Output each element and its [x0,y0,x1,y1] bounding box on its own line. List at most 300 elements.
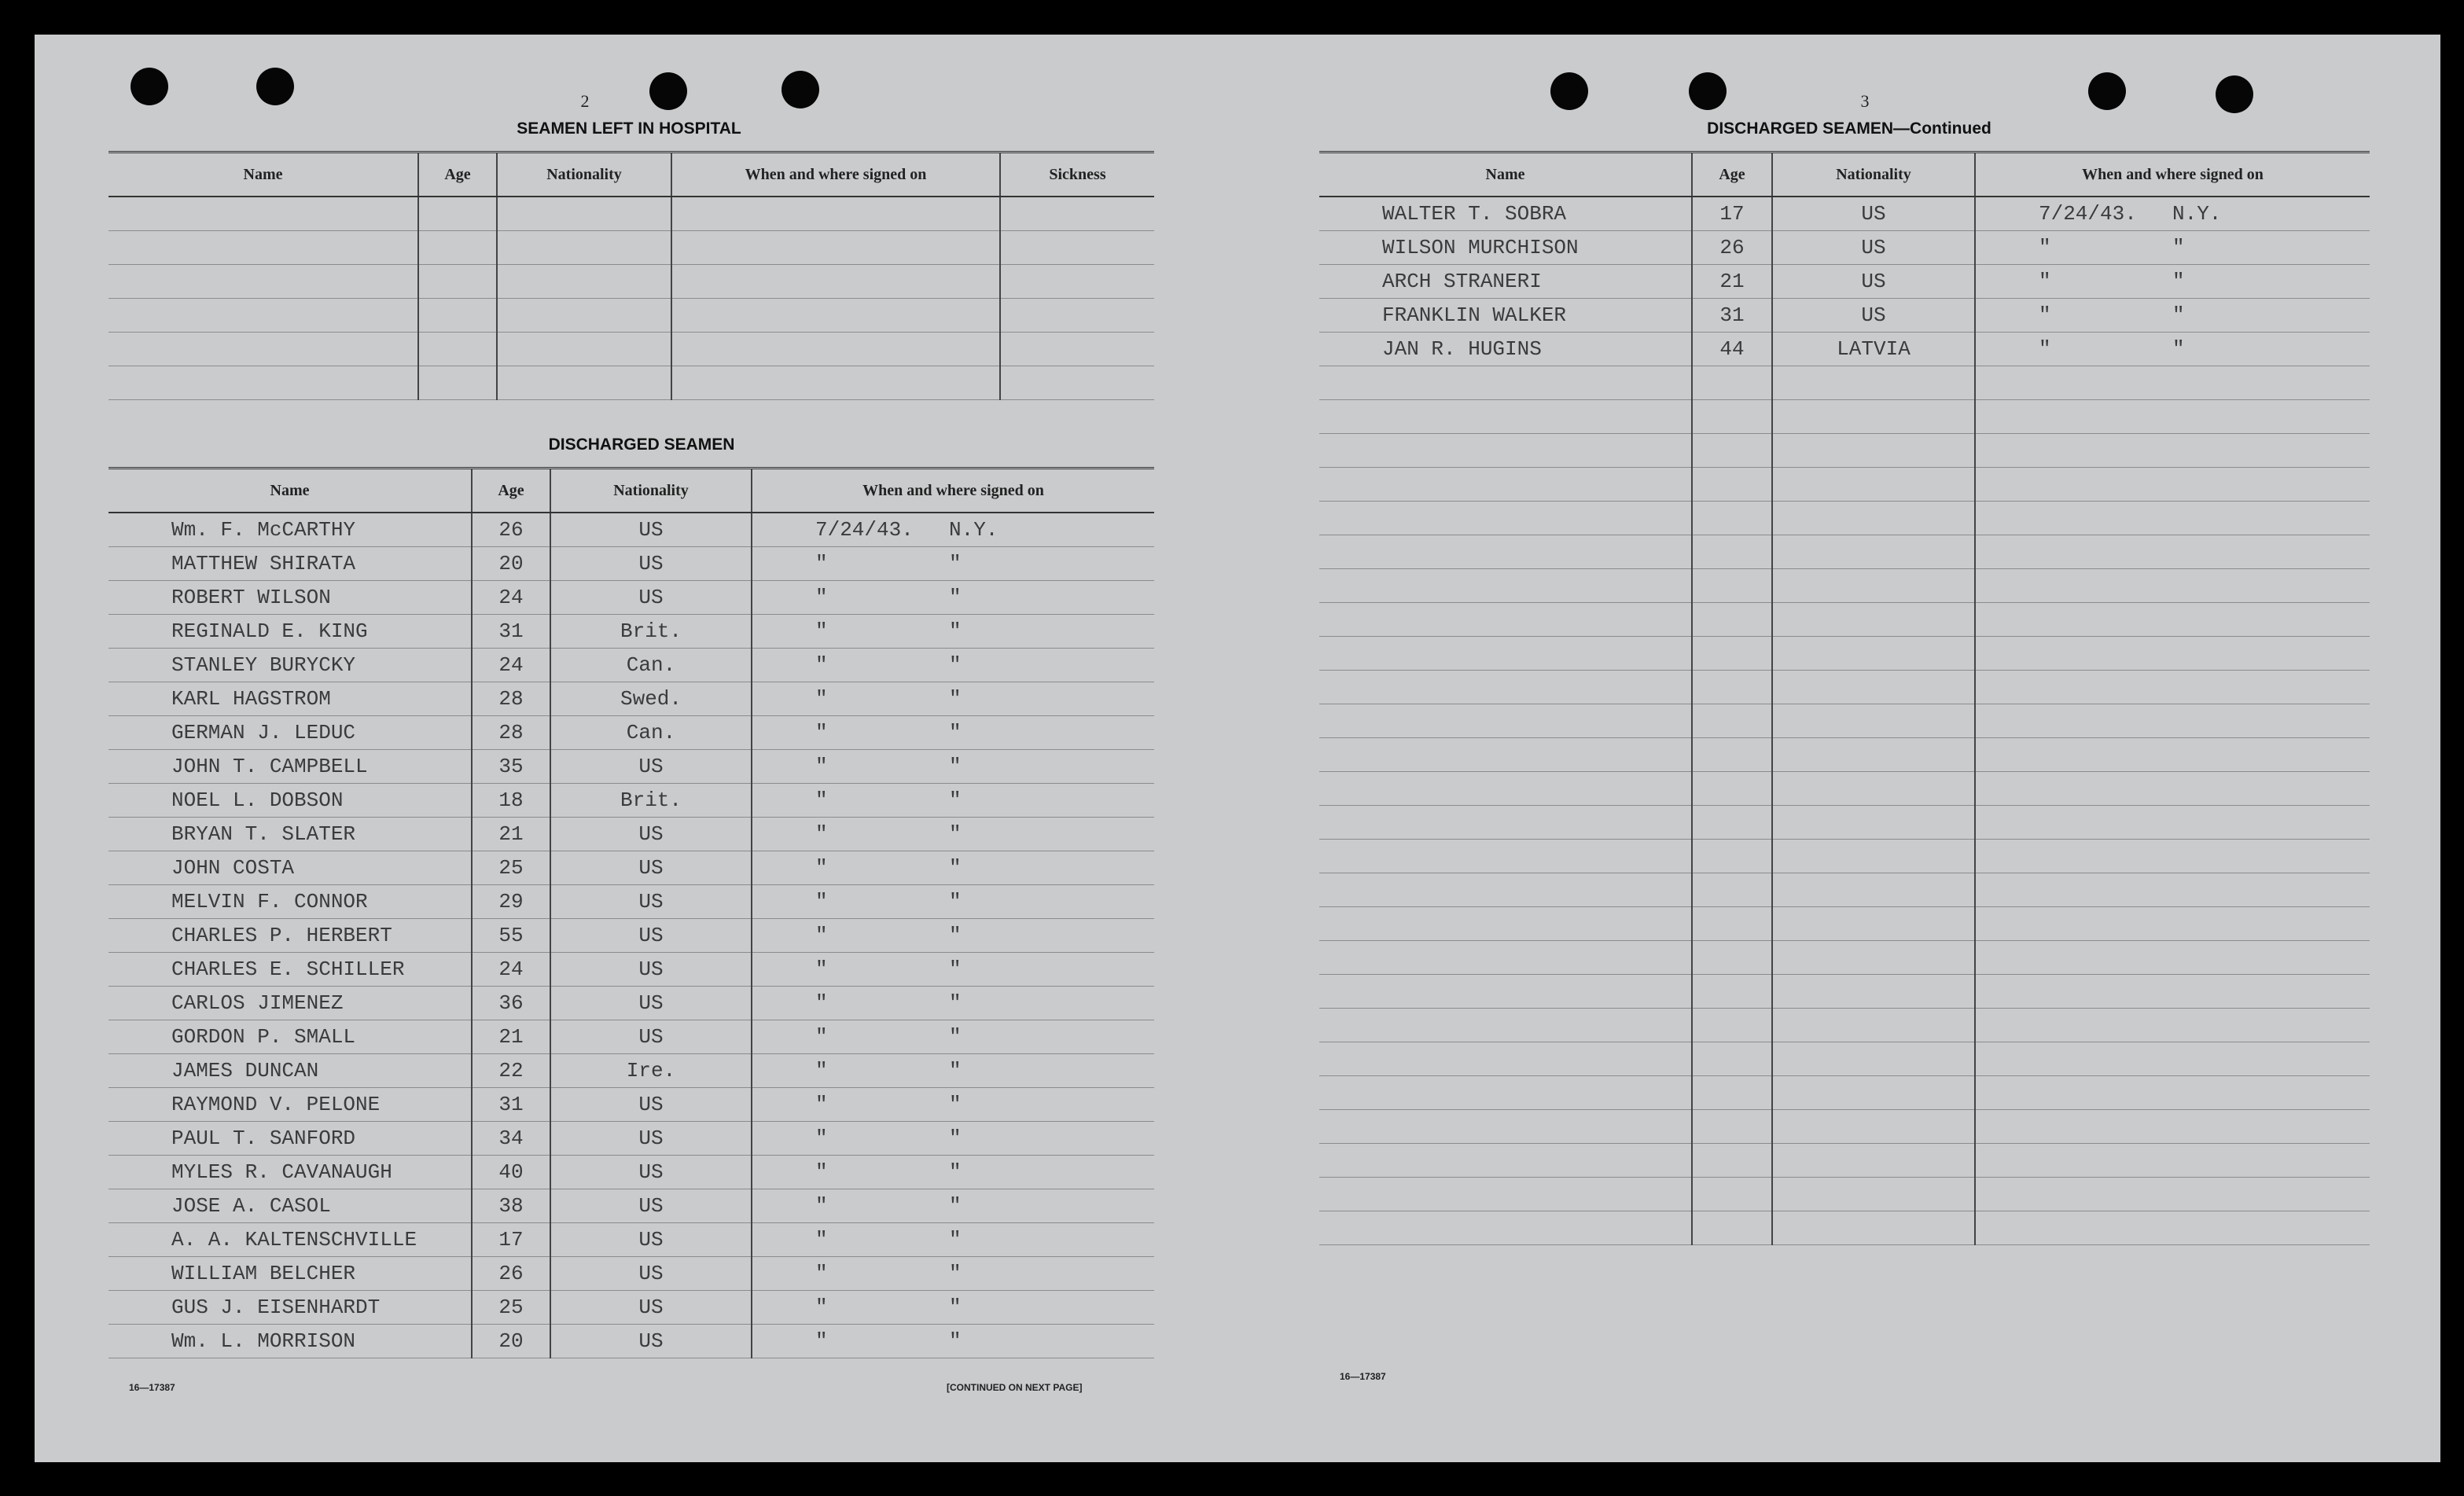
empty-cell [1975,1009,2370,1042]
signed-place: " [949,1296,962,1319]
column-header: Age [1692,153,1772,197]
seaman-nationality: US [550,919,752,953]
empty-cell [1772,637,1975,671]
seaman-nationality: Ire. [550,1054,752,1088]
page-number: 2 [580,91,590,111]
signed-place: " [949,552,962,575]
table-row [1319,840,2370,873]
empty-cell [1975,603,2370,637]
signed-place: " [2172,270,2185,293]
empty-cell [671,299,1000,333]
binder-hole [2088,72,2126,110]
signed-place: " [949,1160,962,1184]
empty-cell [1692,1009,1772,1042]
empty-cell [1692,502,1772,535]
empty-cell [1975,671,2370,704]
table-row [1319,738,2370,772]
seaman-name: BRYAN T. SLATER [108,818,472,851]
seaman-age: 24 [472,581,550,615]
seaman-age: 21 [472,1020,550,1054]
empty-cell [1975,434,2370,468]
empty-cell [418,265,497,299]
signed-place: " [949,1025,962,1049]
empty-cell [1772,1211,1975,1245]
seaman-age: 20 [472,547,550,581]
empty-cell [1772,806,1975,840]
continued-section-title [1707,119,1991,138]
signed-place: " [2172,236,2185,259]
signed-place: " [949,822,962,846]
table-row [1319,603,2370,637]
empty-cell [1772,1009,1975,1042]
hospital-section-title: SEAMEN LEFT IN HOSPITAL [517,119,741,138]
empty-cell [1975,1076,2370,1110]
table-row [108,987,1154,1020]
table-row [1319,569,2370,603]
seaman-nationality: US [550,581,752,615]
empty-cell [1772,840,1975,873]
empty-cell [671,366,1000,400]
table-row [108,547,1154,581]
discharged-table [108,467,1154,1358]
signed-date: " [815,991,828,1015]
table-row [108,1122,1154,1156]
empty-cell [1692,704,1772,738]
empty-cell [1000,299,1154,333]
empty-cell [1975,569,2370,603]
seaman-age: 35 [472,750,550,784]
seaman-age: 24 [472,649,550,682]
signed-place: " [949,1194,962,1218]
continued-note: [CONTINUED ON NEXT PAGE] [947,1382,1083,1393]
empty-cell [1692,806,1772,840]
empty-cell [497,333,671,366]
signed-date: " [2039,236,2051,259]
seaman-name: MATTHEW SHIRATA [108,547,472,581]
table-row [108,953,1154,987]
signed-on-cell [752,885,1154,919]
empty-cell [1692,873,1772,907]
table-row [1319,704,2370,738]
empty-cell [1319,941,1692,975]
signed-date: " [815,1329,828,1353]
empty-cell [1772,603,1975,637]
binder-hole [131,68,168,105]
table-row [1319,873,2370,907]
empty-cell [671,333,1000,366]
empty-cell [108,231,418,265]
seaman-age: 55 [472,919,550,953]
empty-cell [1772,366,1975,400]
seaman-nationality: US [550,1257,752,1291]
empty-cell [1319,1144,1692,1178]
seaman-name: NOEL L. DOBSON [108,784,472,818]
empty-cell [1772,1178,1975,1211]
signed-place: " [949,1329,962,1353]
empty-cell [1000,231,1154,265]
empty-cell [108,197,418,231]
empty-cell [1975,535,2370,569]
seaman-age: 26 [1692,231,1772,265]
seaman-name: CARLOS JIMENEZ [108,987,472,1020]
signed-date: " [815,1228,828,1252]
table-row [108,1291,1154,1325]
table-row [1319,197,2370,231]
seaman-name: ROBERT WILSON [108,581,472,615]
table-row [108,1325,1154,1358]
seaman-age: 31 [1692,299,1772,333]
column-header: Age [472,469,550,513]
signed-date: " [2039,303,2051,327]
signed-on-cell [752,1122,1154,1156]
empty-cell [1319,975,1692,1009]
empty-cell [1975,1178,2370,1211]
seaman-age: 24 [472,953,550,987]
signed-date: " [815,788,828,812]
table-row [108,682,1154,716]
seaman-age: 17 [472,1223,550,1257]
signed-on-cell [752,1325,1154,1358]
seaman-name: Wm. F. McCARTHY [108,513,472,547]
signed-place: " [949,1127,962,1150]
seaman-name: CHARLES P. HERBERT [108,919,472,953]
signed-date: " [815,552,828,575]
signed-on-cell [1975,299,2370,333]
empty-cell [1692,1042,1772,1076]
seaman-nationality: US [550,851,752,885]
table-row [108,513,1154,547]
empty-cell [1975,1042,2370,1076]
empty-cell [1319,400,1692,434]
signed-place: " [949,924,962,947]
empty-cell [1319,772,1692,806]
seaman-nationality: Brit. [550,784,752,818]
seaman-nationality: US [550,987,752,1020]
empty-cell [1319,907,1692,941]
signed-on-cell [752,581,1154,615]
empty-cell [1692,975,1772,1009]
binder-hole [1550,72,1588,110]
table-row [108,615,1154,649]
seaman-nationality: Swed. [550,682,752,716]
empty-cell [1975,975,2370,1009]
table-row [1319,366,2370,400]
seaman-name: FRANKLIN WALKER [1319,299,1692,333]
signed-on-cell [752,547,1154,581]
seaman-name: ARCH STRANERI [1319,265,1692,299]
table-row [108,1020,1154,1054]
empty-cell [1319,738,1692,772]
table-row [1319,265,2370,299]
empty-cell [1000,333,1154,366]
empty-cell [418,231,497,265]
seaman-nationality: US [550,513,752,547]
signed-place: " [949,586,962,609]
empty-cell [1692,468,1772,502]
empty-cell [1319,1009,1692,1042]
signed-on-cell [752,1291,1154,1325]
empty-cell [1319,671,1692,704]
signed-place: " [949,619,962,643]
seaman-nationality: Can. [550,649,752,682]
empty-cell [1975,772,2370,806]
empty-cell [1692,907,1772,941]
form-number: 16—17387 [1340,1371,1386,1382]
empty-cell [1000,366,1154,400]
seaman-name: GORDON P. SMALL [108,1020,472,1054]
seaman-nationality: US [1772,299,1975,333]
column-header: Nationality [1772,153,1975,197]
empty-cell [1319,637,1692,671]
empty-cell [1772,873,1975,907]
empty-cell [1772,1144,1975,1178]
signed-date: " [815,958,828,981]
table-row [1319,907,2370,941]
seaman-nationality: US [550,1325,752,1358]
column-header: Name [1319,153,1692,197]
table-row [1319,502,2370,535]
empty-cell [1319,840,1692,873]
empty-cell [1975,468,2370,502]
empty-cell [497,366,671,400]
table-row [1319,299,2370,333]
signed-place: " [949,856,962,880]
table-row [1319,772,2370,806]
signed-place: " [949,755,962,778]
empty-cell [1319,873,1692,907]
seaman-nationality: LATVIA [1772,333,1975,366]
table-row [108,265,1154,299]
seaman-age: 21 [472,818,550,851]
column-header: When and where signed on [752,469,1154,513]
title-suffix: —Continued [1893,119,1991,138]
table-row [108,1257,1154,1291]
empty-cell [1692,366,1772,400]
empty-cell [1772,975,1975,1009]
signed-on-cell [752,615,1154,649]
seaman-age: 18 [472,784,550,818]
empty-cell [1692,840,1772,873]
table-row [1319,1144,2370,1178]
signed-date: " [815,856,828,880]
empty-cell [671,231,1000,265]
empty-cell [1319,569,1692,603]
signed-on-cell [752,750,1154,784]
signed-on-cell [752,1189,1154,1223]
signed-place: " [949,1059,962,1082]
seaman-name: MELVIN F. CONNOR [108,885,472,919]
empty-cell [497,231,671,265]
table-row [108,784,1154,818]
seaman-age: 31 [472,1088,550,1122]
table-row [108,919,1154,953]
empty-cell [1319,366,1692,400]
seaman-age: 21 [1692,265,1772,299]
empty-cell [671,265,1000,299]
empty-cell [1692,1144,1772,1178]
empty-cell [1692,400,1772,434]
signed-on-cell [1975,265,2370,299]
table-row [1319,1211,2370,1245]
empty-cell [497,265,671,299]
empty-cell [1975,941,2370,975]
empty-cell [1319,1042,1692,1076]
empty-cell [418,197,497,231]
signed-date: " [2039,270,2051,293]
empty-cell [1319,704,1692,738]
seaman-age: 22 [472,1054,550,1088]
seaman-nationality: Can. [550,716,752,750]
signed-date: " [815,890,828,913]
seaman-nationality: US [550,953,752,987]
signed-on-cell [752,953,1154,987]
seaman-age: 40 [472,1156,550,1189]
binder-hole [649,72,687,110]
seaman-name: Wm. L. MORRISON [108,1325,472,1358]
empty-cell [1692,941,1772,975]
signed-on-cell [752,784,1154,818]
empty-cell [1975,704,2370,738]
empty-cell [1975,738,2370,772]
signed-date: " [815,619,828,643]
table-row [1319,1042,2370,1076]
empty-cell [1319,502,1692,535]
seaman-name: WILSON MURCHISON [1319,231,1692,265]
seaman-age: 26 [472,1257,550,1291]
signed-on-cell [752,1257,1154,1291]
table-row [108,299,1154,333]
empty-cell [108,265,418,299]
signed-on-cell [752,919,1154,953]
empty-cell [1692,434,1772,468]
seaman-name: MYLES R. CAVANAUGH [108,1156,472,1189]
signed-on-cell [752,1088,1154,1122]
empty-cell [1975,840,2370,873]
continued-table [1319,151,2370,1245]
empty-cell [1000,265,1154,299]
seaman-nationality: US [550,1020,752,1054]
column-header: Nationality [497,153,671,197]
seaman-name: WALTER T. SOBRA [1319,197,1692,231]
signed-on-cell [1975,333,2370,366]
table-row [1319,231,2370,265]
signed-place: N.Y. [2172,202,2222,226]
signed-date: " [815,755,828,778]
empty-cell [1319,535,1692,569]
seaman-age: 34 [472,1122,550,1156]
table-row [108,750,1154,784]
seaman-age: 17 [1692,197,1772,231]
signed-date: " [815,1093,828,1116]
empty-cell [1772,535,1975,569]
seaman-name: STANLEY BURYCKY [108,649,472,682]
empty-cell [1772,1110,1975,1144]
table-row [108,851,1154,885]
table-row [108,581,1154,615]
binder-hole [1689,72,1727,110]
seaman-age: 31 [472,615,550,649]
signed-place: " [2172,303,2185,327]
signed-date: " [815,1194,828,1218]
signed-place: " [949,1262,962,1285]
empty-cell [1692,772,1772,806]
signed-on-cell [752,682,1154,716]
signed-date: " [815,1127,828,1150]
empty-cell [1319,1211,1692,1245]
seaman-nationality: US [1772,265,1975,299]
seaman-name: KARL HAGSTROM [108,682,472,716]
signed-on-cell [752,1054,1154,1088]
seaman-nationality: US [550,1189,752,1223]
table-row [108,333,1154,366]
seaman-nationality: US [550,1122,752,1156]
empty-cell [1975,502,2370,535]
empty-cell [1975,873,2370,907]
empty-cell [1319,434,1692,468]
table-row [108,366,1154,400]
empty-cell [1772,1042,1975,1076]
seaman-nationality: US [550,1156,752,1189]
seaman-nationality: US [550,885,752,919]
seaman-name: JOSE A. CASOL [108,1189,472,1223]
signed-place: " [949,991,962,1015]
column-header: When and where signed on [671,153,1000,197]
table-row [1319,1009,2370,1042]
table-row [1319,1076,2370,1110]
signed-date: " [815,653,828,677]
empty-cell [1975,400,2370,434]
table-row [1319,1110,2370,1144]
empty-cell [1975,806,2370,840]
title-main: DISCHARGED SEAMEN [1707,119,1894,138]
signed-place: " [949,653,962,677]
binder-hole [781,71,819,108]
empty-cell [108,333,418,366]
empty-cell [1692,1110,1772,1144]
table-row [108,885,1154,919]
empty-cell [1975,1144,2370,1178]
empty-cell [1319,806,1692,840]
signed-on-cell [752,1156,1154,1189]
page-number: 3 [1860,91,1870,111]
empty-cell [1692,1211,1772,1245]
table-row [1319,434,2370,468]
signed-date: " [815,687,828,711]
empty-cell [1692,1076,1772,1110]
signed-place: " [949,1093,962,1116]
seaman-age: 36 [472,987,550,1020]
discharged-section-title: DISCHARGED SEAMEN [548,436,735,454]
empty-cell [1692,637,1772,671]
table-row [108,1054,1154,1088]
column-header: Name [108,469,472,513]
empty-cell [1772,468,1975,502]
seaman-age: 29 [472,885,550,919]
signed-date: " [815,1262,828,1285]
seaman-name: REGINALD E. KING [108,615,472,649]
seaman-nationality: US [550,1088,752,1122]
empty-cell [418,366,497,400]
document-sheet [35,35,2440,1462]
signed-on-cell [1975,197,2370,231]
signed-place: " [949,1228,962,1252]
table-row [1319,333,2370,366]
seaman-name: PAUL T. SANFORD [108,1122,472,1156]
seaman-name: GERMAN J. LEDUC [108,716,472,750]
table-row [108,716,1154,750]
signed-on-cell [752,851,1154,885]
binder-hole [2216,75,2253,113]
